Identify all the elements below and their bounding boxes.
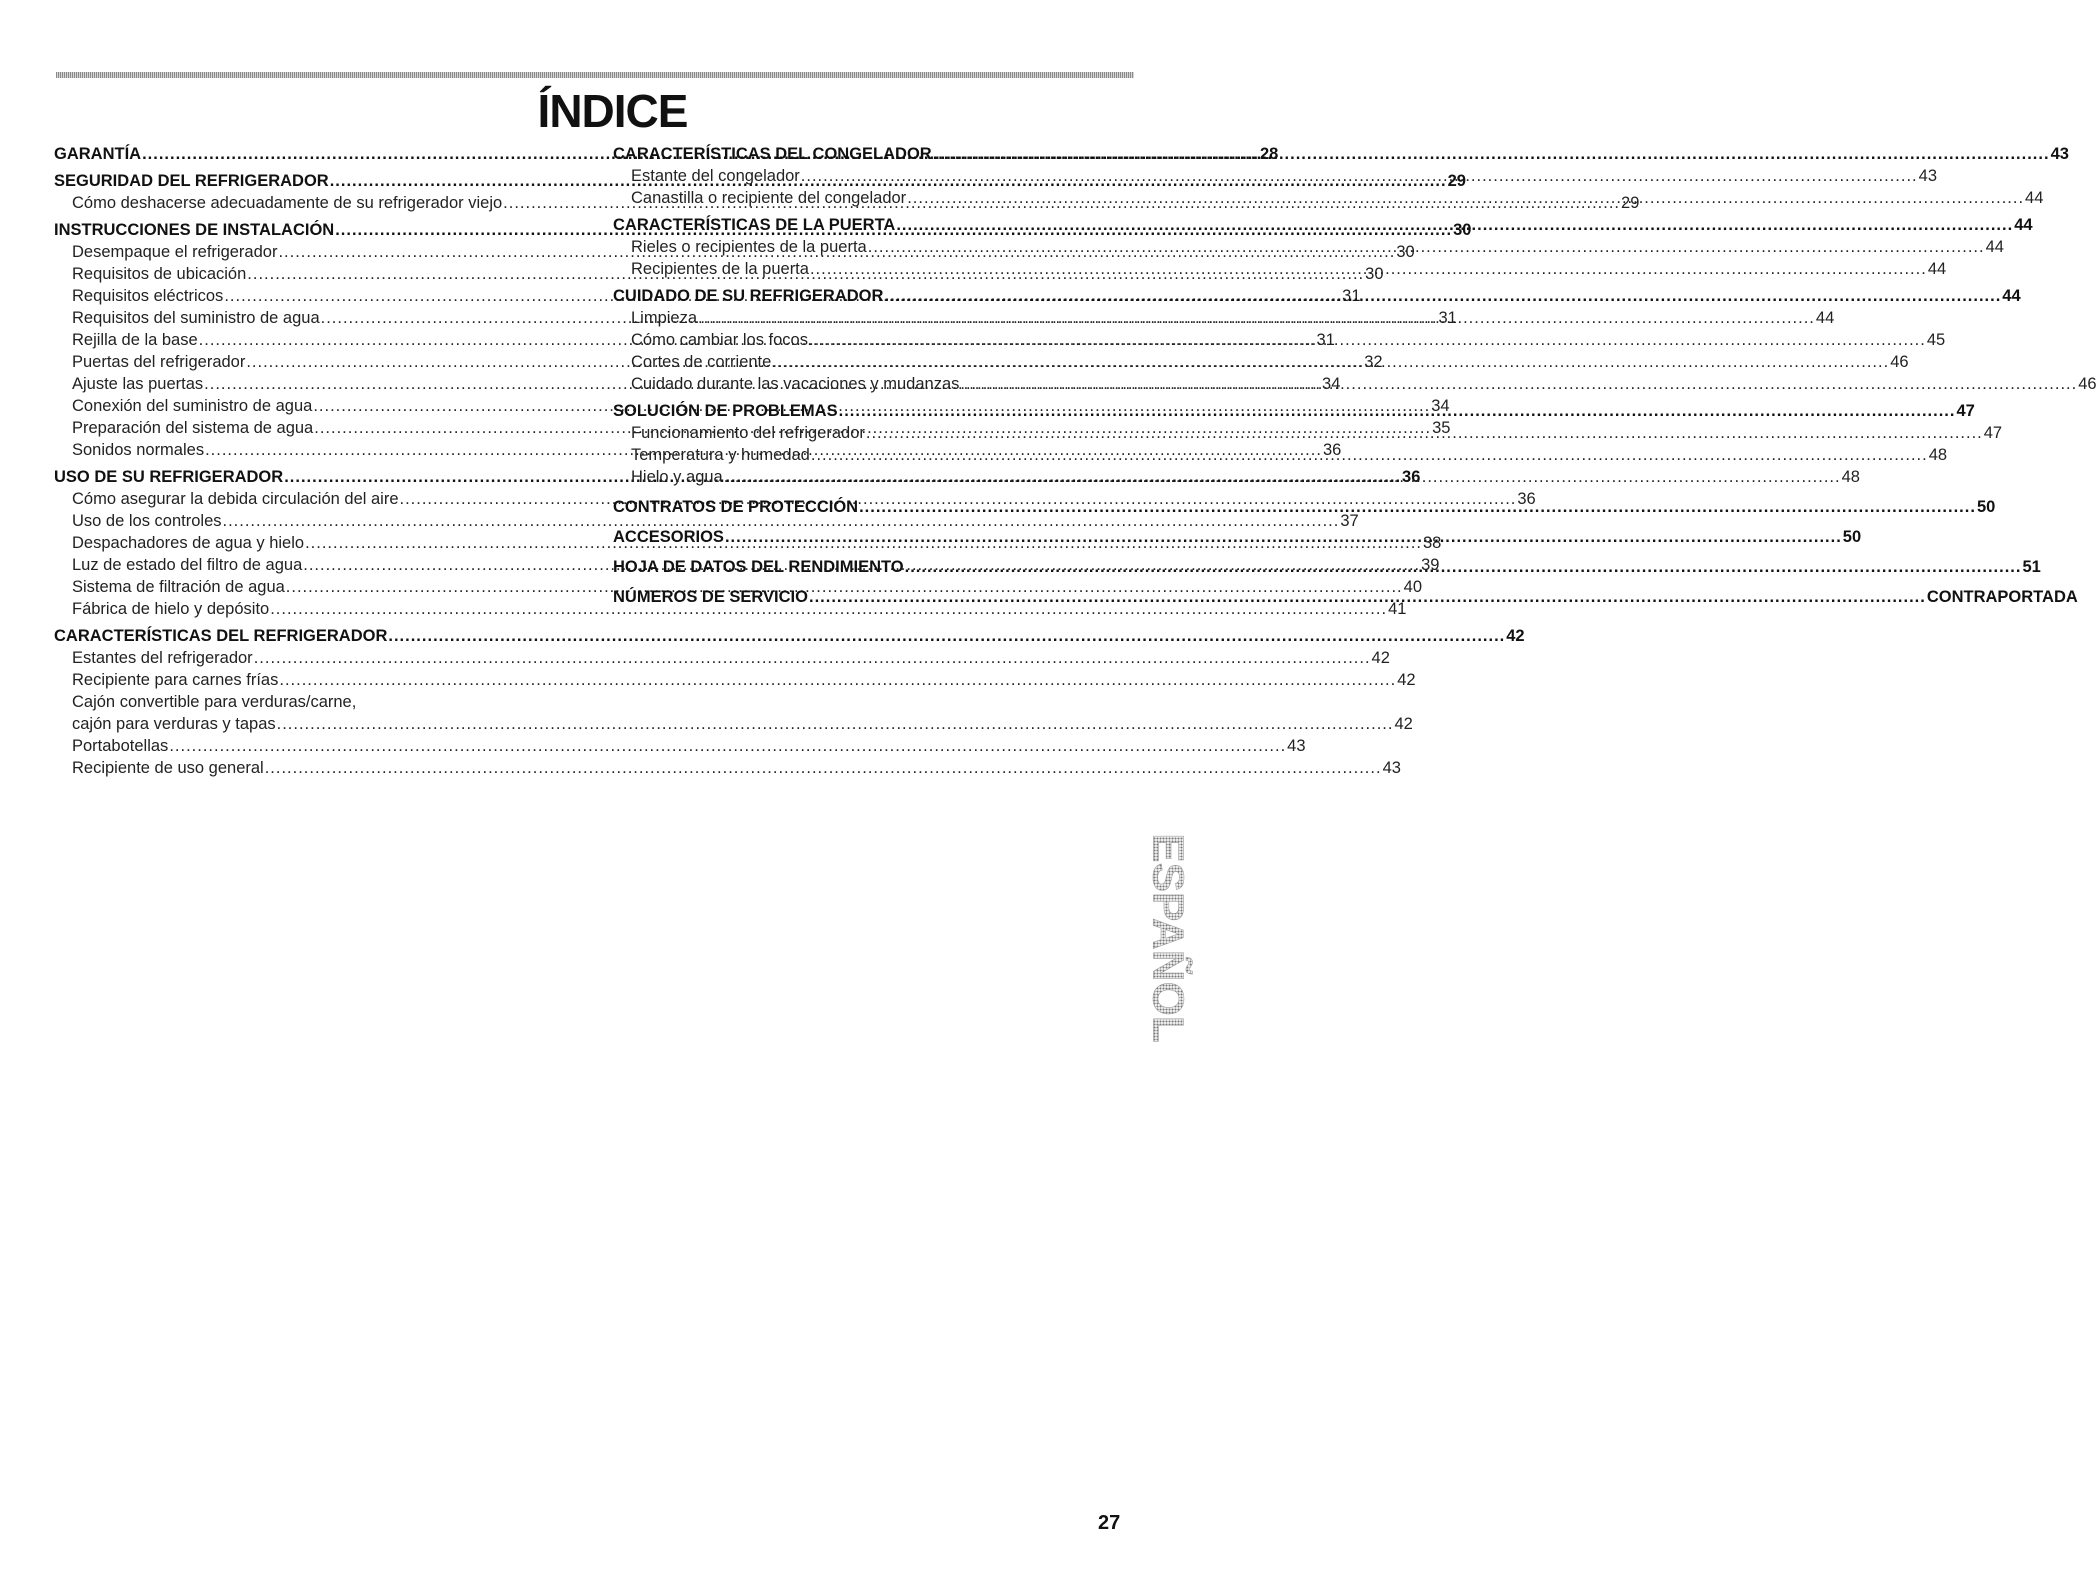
toc-entry-page: 46 — [2078, 375, 2097, 393]
toc-entry-page: 30 — [1365, 265, 1384, 283]
toc-entry-page: 43 — [1918, 167, 1938, 185]
toc-entry-label: Puertas del refrigerador — [72, 353, 246, 371]
toc-entry-page: 44 — [2002, 287, 2021, 305]
toc-dot-leader — [772, 351, 1889, 373]
toc-entry-page: 37 — [1340, 512, 1359, 530]
toc-dot-leader — [868, 236, 1985, 258]
toc-subentry — [54, 735, 1306, 757]
toc-entry-page: 43 — [1382, 759, 1401, 777]
toc-subentry — [54, 510, 1359, 532]
toc-entry-page: 44 — [2014, 216, 2033, 234]
toc-entry-label: Preparación del sistema de agua — [72, 419, 314, 437]
toc-entry-page: 43 — [2050, 145, 2069, 163]
toc-entry-page: 43 — [1287, 737, 1306, 755]
toc-dot-leader — [169, 735, 1286, 757]
toc-entry-page: 34 — [1431, 397, 1450, 415]
toc-entry-label: Requisitos del suministro de agua — [72, 309, 320, 327]
toc-entry-label: CARACTERÍSTICAS DEL REFRIGERADOR — [54, 627, 388, 645]
toc-entry-page: 44 — [1815, 309, 1835, 327]
toc-entry-label: CONTRATOS DE PROTECCIÓN — [613, 498, 859, 516]
toc-dot-leader — [254, 647, 1371, 669]
toc-dot-leader — [265, 757, 1382, 779]
toc-entry-page: 29 — [1621, 194, 1640, 212]
toc-entry-label: Ajuste las puertas — [72, 375, 204, 393]
toc-entry-label: Cuidado durante las vacaciones y mudanzas — [631, 375, 960, 393]
page-title: ÍNDICE — [537, 85, 688, 137]
toc-entry-page: 39 — [1421, 556, 1440, 574]
toc-dot-leader — [809, 586, 1926, 608]
toc-entry-label: USO DE SU REFRIGERADOR — [54, 468, 284, 486]
toc-entry-page: 44 — [1985, 238, 2004, 256]
toc-entry-label: GARANTÍA — [54, 145, 142, 163]
toc-dot-leader — [811, 444, 1928, 466]
toc-entry-page: 48 — [1928, 446, 1948, 464]
toc-entry-label: HOJA DE DATOS DEL RENDIMIENTO — [613, 558, 904, 576]
toc-entry-page: 38 — [1422, 534, 1442, 552]
toc-dot-leader — [277, 713, 1394, 735]
toc-dot-leader — [960, 373, 2077, 395]
toc-subentry — [54, 757, 1401, 779]
toc-entry-page: 40 — [1403, 578, 1423, 596]
toc-dot-leader — [801, 165, 1918, 187]
toc-entry-label: Limpieza — [631, 309, 698, 327]
toc-entry-label: Sistema de filtración de agua — [72, 578, 285, 596]
toc-entry-label: Requisitos eléctricos — [72, 287, 224, 305]
toc-entry-label: INSTRUCCIONES DE INSTALACIÓN — [54, 221, 335, 239]
toc-entry-page: 47 — [1983, 424, 2003, 442]
toc-entry-label: Cortes de corriente — [631, 353, 772, 371]
toc-entry-label: Estantes del refrigerador — [72, 649, 253, 667]
toc-entry-label: Sonidos normales — [72, 441, 205, 459]
toc-entry-label: Despachadores de agua y hielo — [72, 534, 305, 552]
toc-entry-label: Desempaque el refrigerador — [72, 243, 278, 261]
toc-dot-leader — [839, 400, 1956, 422]
toc-entry-label: Requisitos de ubicación — [72, 265, 247, 283]
toc-entry-page: 31 — [1438, 309, 1457, 327]
toc-entry-page: 34 — [1322, 375, 1341, 393]
toc-entry-page: 50 — [1976, 498, 1996, 516]
toc-entry-label: Uso de los controles — [72, 512, 222, 530]
toc-entry-label: CUIDADO DE SU REFRIGERADOR — [613, 287, 884, 305]
toc-entry-page: CONTRAPORTADA — [1926, 588, 2078, 606]
toc-entry-page: 32 — [1364, 353, 1383, 371]
toc-entry-page: 42 — [1371, 649, 1390, 667]
toc-entry-label: Hielo y agua — [631, 468, 723, 486]
toc-entry-page: 36 — [1517, 490, 1536, 508]
toc-dot-leader — [896, 214, 2013, 236]
toc-entry-page: 45 — [1926, 331, 1946, 349]
toc-entry-page: 29 — [1447, 172, 1466, 190]
side-label-text: ESPAÑOL — [1143, 833, 1193, 1043]
toc-entry-page: 46 — [1890, 353, 1909, 371]
toc-dot-leader — [907, 187, 2024, 209]
toc-entry-page: 41 — [1388, 600, 1407, 618]
toc-entry-label: CARACTERÍSTICAS DE LA PUERTA — [613, 216, 896, 234]
toc-subentry — [54, 713, 1413, 735]
toc-entry-page: 30 — [1396, 243, 1415, 261]
toc-entry-page: 31 — [1342, 287, 1361, 305]
toc-entry-label: Recipientes de la puerta — [631, 260, 809, 278]
toc-entry-page: 47 — [1956, 402, 1975, 420]
toc-entry-page: 50 — [1842, 528, 1862, 546]
toc-entry-label: Recipiente para carnes frías — [72, 671, 279, 689]
toc-entry-label: Luz de estado del filtro de agua — [72, 556, 303, 574]
toc-entry-label: Canastilla o recipiente del congelador — [631, 189, 907, 207]
toc-dot-leader — [809, 329, 1926, 351]
toc-entry-page: 42 — [1397, 671, 1416, 689]
toc-entry-label: SOLUCIÓN DE PROBLEMAS — [613, 402, 838, 420]
side-language-label — [1143, 818, 1193, 1058]
toc-entry-label: SEGURIDAD DEL REFRIGERADOR — [54, 172, 329, 190]
toc-dot-leader — [859, 496, 1976, 518]
toc-dot-leader — [724, 466, 1841, 488]
toc-entry-label: CARACTERÍSTICAS DEL CONGELADOR — [613, 145, 932, 163]
toc-entry-label: cajón para verduras y tapas — [72, 715, 276, 733]
toc-subentry — [54, 669, 1416, 691]
toc-entry-label: Rieles o recipientes de la puerta — [631, 238, 867, 256]
toc-dot-leader — [810, 258, 1927, 280]
toc-dot-leader — [866, 422, 1983, 444]
toc-entry-label: Portabotellas — [72, 737, 169, 755]
page-number: 27 — [1098, 1512, 1121, 1534]
toc-subentry — [54, 647, 1390, 669]
toc-dot-leader — [884, 285, 2001, 307]
toc-entry-label: ACCESORIOS — [613, 528, 724, 546]
toc-dot-leader — [725, 526, 1842, 548]
toc-entry-label: Funcionamiento del refrigerador — [631, 424, 865, 442]
toc-entry-label: Temperatura y humedad — [631, 446, 810, 464]
toc-dot-leader — [905, 556, 2022, 578]
toc-dot-leader — [933, 143, 2050, 165]
toc-entry-label: Cómo asegurar la debida circulación del aire — [72, 490, 399, 508]
toc-entry-page: 42 — [1506, 627, 1525, 645]
toc-entry-label: Estante del congelador — [631, 167, 800, 185]
toc-entry-label: NÚMEROS DE SERVICIO — [613, 588, 808, 606]
toc-section-heading — [54, 625, 1525, 647]
toc-subentry — [54, 598, 1407, 620]
toc-text-line: Cajón convertible para verduras/carne, — [72, 693, 357, 711]
toc-dot-leader — [698, 307, 1815, 329]
toc-entry-page: 42 — [1394, 715, 1413, 733]
toc-dot-leader — [279, 669, 1396, 691]
toc-entry-page: 51 — [2022, 558, 2041, 576]
toc-entry-page: 35 — [1432, 419, 1451, 437]
toc-entry-page: 28 — [1259, 145, 1279, 163]
toc-entry-label: Rejilla de la base — [72, 331, 198, 349]
toc-entry-page: 44 — [2025, 189, 2044, 207]
toc-entry-page: 36 — [1322, 441, 1342, 459]
toc-entry-label: Conexión del suministro de agua — [72, 397, 313, 415]
toc-entry-page: 44 — [1927, 260, 1947, 278]
toc-dot-leader — [388, 625, 1505, 647]
toc-entry-page: 30 — [1453, 221, 1472, 239]
toc-entry-page: 36 — [1402, 468, 1421, 486]
top-rule — [56, 72, 1134, 78]
toc-entry-page: 48 — [1841, 468, 1860, 486]
toc-entry-label: Fábrica de hielo y depósito — [72, 600, 270, 618]
toc-entry-page: 31 — [1316, 331, 1335, 349]
toc-entry-label: Cómo cambiar los focos — [631, 331, 808, 349]
toc-entry-label: Recipiente de uso general — [72, 759, 264, 777]
toc-entry-label: Cómo deshacerse adecuadamente de su refrigerador viejo — [72, 194, 503, 212]
